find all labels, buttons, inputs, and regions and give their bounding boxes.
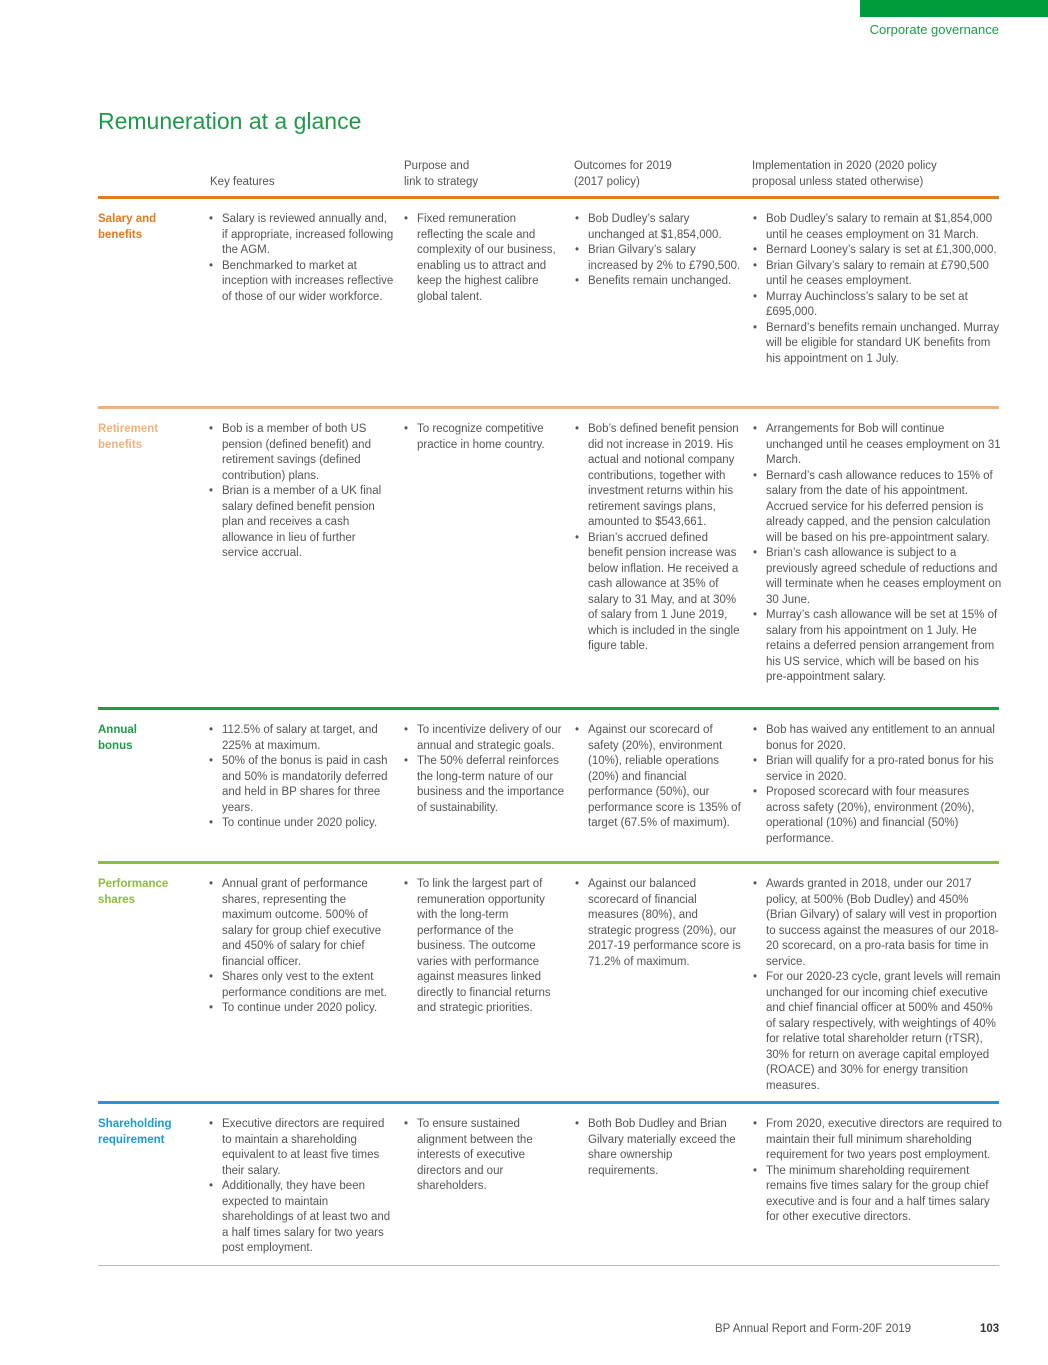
list-item: • Against our scorecard of safety (20%), environment (10%), reliable operations (20%) and financial performance (50%), our performance score is 135% of target (67.5% of maximum). <box>574 723 742 832</box>
purpose-cell <box>403 422 565 453</box>
list-item: • From 2020, executive directors are required to maintain their full minimum shareholding requirement for two years post employment. <box>752 1117 1002 1164</box>
list-item: • Bob Dudley’s salary to remain at $1,854,000 until he ceases employment on 31 March. <box>752 212 1002 243</box>
key-features-cell <box>208 212 394 305</box>
table-bottom-divider <box>98 1265 999 1266</box>
list-item: • 50% of the bonus is paid in cash and 50% is mandatorily deferred and held in BP shares for three years. <box>208 754 394 816</box>
list-item: • The 50% deferral reinforces the long-term nature of our business and the importance of sustainability. <box>403 754 565 816</box>
list-item: • Executive directors are required to maintain a shareholding equivalent to at least five times their salary. <box>208 1117 394 1179</box>
list-item: • Salary is reviewed annually and, if appropriate, increased following the AGM. <box>208 212 394 259</box>
list-item: • To ensure sustained alignment between the interests of executive directors and our shareholders. <box>403 1117 565 1195</box>
list-item: • To recognize competitive practice in home country. <box>403 422 565 453</box>
column-header-outcomes: Outcomes for 2019 (2017 policy) <box>574 160 672 188</box>
list-item: • Brian’s accrued defined benefit pension increase was below inflation. He received a cash allowance at 35% of salary to 31 May, and at 30% of salary from 1 June 2019, which is included in the single figure table. <box>574 531 742 655</box>
list-item: • Brian is a member of a UK final salary defined benefit pension plan and receives a cash allowance in lieu of further service accrual. <box>208 484 394 562</box>
list-item: • Both Bob Dudley and Brian Gilvary materially exceed the share ownership requirements. <box>574 1117 742 1179</box>
list-item: • Murray Auchincloss’s salary to be set at £695,000. <box>752 290 1002 321</box>
list-item: • Bob Dudley’s salary unchanged at $1,854,000. <box>574 212 742 243</box>
outcomes-cell <box>574 422 742 655</box>
implementation-cell <box>752 877 1002 1094</box>
key-features-cell <box>208 723 394 832</box>
column-header-implementation: Implementation in 2020 (2020 policy proposal unless stated otherwise) <box>752 160 937 188</box>
section-color-bar <box>860 0 1048 17</box>
implementation-cell <box>752 212 1002 367</box>
page-number: 103 <box>980 1323 1000 1335</box>
list-item: • To incentivize delivery of our annual and strategic goals. <box>403 723 565 754</box>
list-item: • 112.5% of salary at target, and 225% at maximum. <box>208 723 394 754</box>
purpose-cell <box>403 212 565 305</box>
key-features-cell <box>208 1117 394 1257</box>
key-features-cell <box>208 422 394 562</box>
row-label: Retirement benefits <box>98 423 159 451</box>
list-item: • To continue under 2020 policy. <box>208 816 394 832</box>
list-item: • To link the largest part of remuneration opportunity with the long-term performance of the business. The outcome varies with performance against measures linked directly to financial returns and strategic priorities. <box>403 877 565 1017</box>
column-header-purpose: Purpose and link to strategy <box>404 160 479 188</box>
row-label: Shareholding requirement <box>98 1118 172 1146</box>
row-shareholding-requirement <box>98 1101 1002 1261</box>
list-item: • Brian Gilvary’s salary to remain at £790,500 until he ceases employment. <box>752 259 1002 290</box>
list-item: • Shares only vest to the extent performance conditions are met. <box>208 970 394 1001</box>
list-item: • Bob has waived any entitlement to an annual bonus for 2020. <box>752 723 1002 754</box>
list-item: • Brian will qualify for a pro-rated bonus for his service in 2020. <box>752 754 1002 785</box>
implementation-cell <box>752 723 1002 847</box>
list-item: • To continue under 2020 policy. <box>208 1001 394 1017</box>
list-item: • Additionally, they have been expected to maintain shareholdings of at least two and a half times salary for two years post employment. <box>208 1179 394 1257</box>
purpose-cell <box>403 1117 565 1195</box>
implementation-cell <box>752 1117 1002 1226</box>
row-label: Annual bonus <box>98 724 137 752</box>
list-item: • Awards granted in 2018, under our 2017 policy, at 500% (Bob Dudley) and 450% (Brian Gilvary) of salary will vest in proportion to success against the measures of our 2018-20 scorecard, on a pro-rata basis for time in service. <box>752 877 1002 970</box>
implementation-cell <box>752 422 1002 686</box>
list-item: • Annual grant of performance shares, representing the maximum outcome. 500% of salary for group chief executive and 450% of salary for chief financial officer. <box>208 877 394 970</box>
outcomes-cell <box>574 723 742 832</box>
list-item: • Bernard’s benefits remain unchanged. Murray will be eligible for standard UK benefits from his appointment on 1 July. <box>752 321 1002 368</box>
list-item: • Against our balanced scorecard of financial measures (80%), and strategic progress (20%), our 2017-19 performance score is 71.2% of maximum. <box>574 877 742 970</box>
list-item: • Proposed scorecard with four measures across safety (20%), environment (20%), operational (10%) and financial (50%) performance. <box>752 785 1002 847</box>
list-item: • Benefits remain unchanged. <box>574 274 742 290</box>
list-item: • Bob is a member of both US pension (defined benefit) and retirement savings (defined contribution) plans. <box>208 422 394 484</box>
key-features-cell <box>208 877 394 1017</box>
row-performance-shares <box>98 861 999 1101</box>
outcomes-cell <box>574 212 742 290</box>
row-label: Performance shares <box>98 878 169 906</box>
column-headers <box>98 156 999 196</box>
footer-report-title: BP Annual Report and Form-20F 2019 <box>715 1323 912 1335</box>
outcomes-cell <box>574 877 742 970</box>
outcomes-cell <box>574 1117 742 1179</box>
list-item: • For our 2020-23 cycle, grant levels will remain unchanged for our incoming chief executive and chief financial officer at 500% and 450% of salary respectively, with weightings of 40% for relative total shareholder return (rTSR), 30% for return on average capital employed (ROACE) and 30% for energy transition measures. <box>752 970 1002 1094</box>
column-header-key-features: Key features <box>210 176 275 188</box>
list-item: • Brian’s cash allowance is subject to a previously agreed schedule of reductions and will terminate when he ceases employment on 30 June. <box>752 546 1002 608</box>
list-item: • Arrangements for Bob will continue unchanged until he ceases employment on 31 March. <box>752 422 1002 469</box>
purpose-cell <box>403 723 565 816</box>
list-item: • The minimum shareholding requirement remains five times salary for the group chief executive and is four and a half times salary for other executive directors. <box>752 1164 1002 1226</box>
row-retirement-benefits <box>98 406 1002 706</box>
section-label: Corporate governance <box>869 22 999 37</box>
list-item: • Murray’s cash allowance will be set at 15% of salary from his appointment on 1 July. He retains a deferred pension arrangement from his US service, which will be based on his pre-appointment salary. <box>752 608 1002 686</box>
row-label: Salary and benefits <box>98 213 157 241</box>
list-item: • Bernard Looney’s salary is set at £1,300,000. <box>752 243 1002 259</box>
list-item: • Brian Gilvary’s salary increased by 2% to £790,500. <box>574 243 742 274</box>
row-annual-bonus <box>98 707 999 861</box>
page-title: Remuneration at a glance <box>98 108 362 134</box>
purpose-cell <box>403 877 565 1017</box>
row-salary-and-benefits <box>98 196 999 404</box>
list-item: • Bob’s defined benefit pension did not increase in 2019. His actual and notional company contributions, together with investment returns within his retirement savings plans, amounted to $543,661. <box>574 422 742 531</box>
list-item: • Benchmarked to market at inception with increases reflective of those of our wider workforce. <box>208 259 394 306</box>
list-item: • Fixed remuneration reflecting the scale and complexity of our business, enabling us to attract and keep the highest calibre global talent. <box>403 212 565 305</box>
list-item: • Bernard’s cash allowance reduces to 15% of salary from the date of his appointment. Accrued service for his deferred pension is already capped, and the pension calculation will be based on his pre-appointment salary. <box>752 469 1002 547</box>
